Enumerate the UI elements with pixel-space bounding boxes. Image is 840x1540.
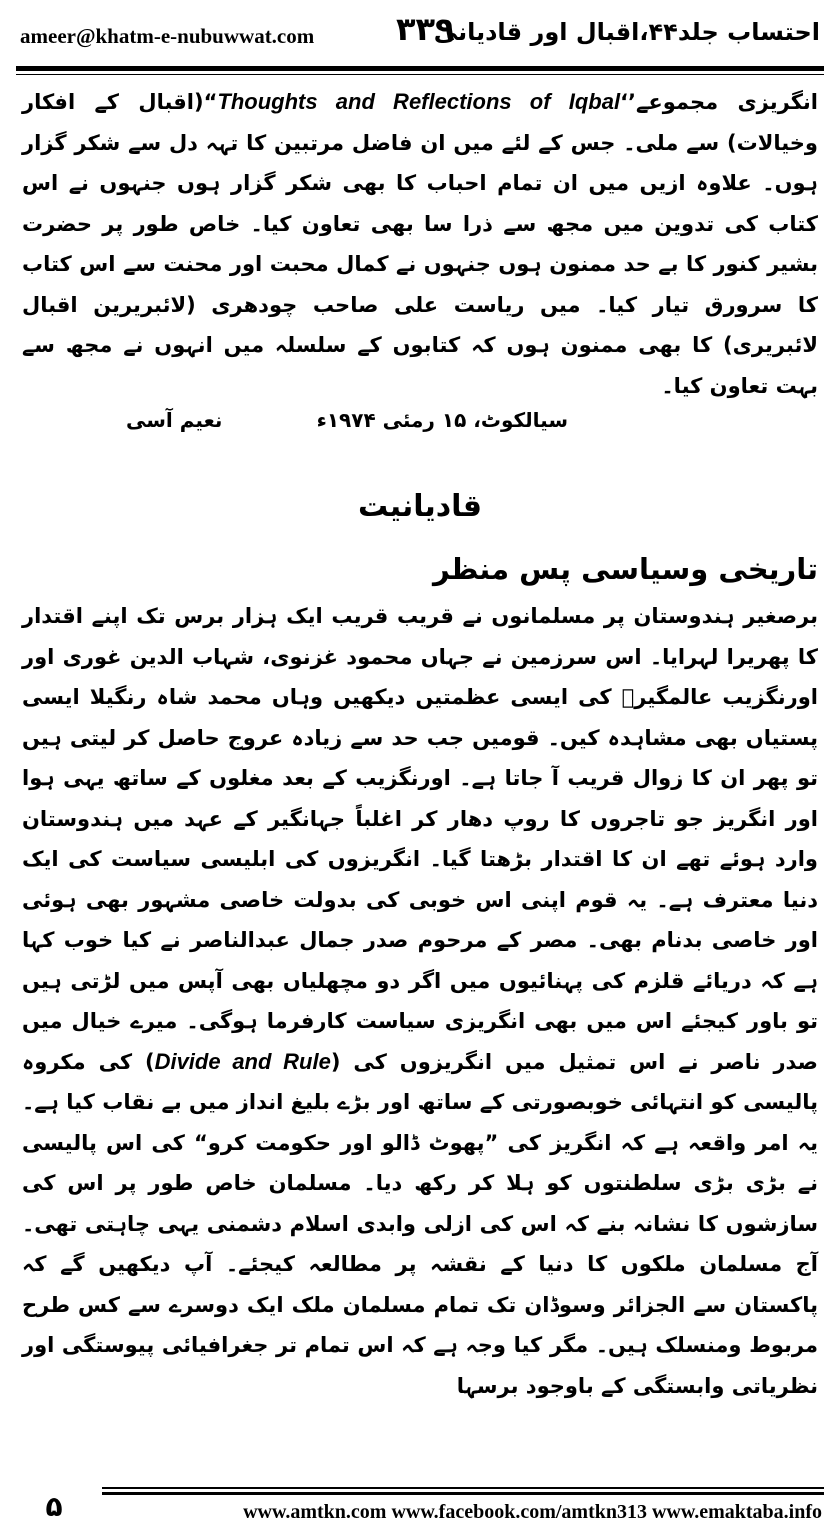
chapter-heading: قادیانیت	[357, 489, 483, 524]
body-english-phrase: Divide and Rule	[154, 1048, 331, 1074]
page-footer	[16, 1488, 824, 1532]
header-email[interactable]: ameer@khatm-e-nubuwwat.com	[20, 24, 315, 48]
body-paragraph: برصغیر ہندوستان پر مسلمانوں نے قریب قریب ایک ہزار برس تک اپنے اقتدار کا پھریرا لہرایا۔ اس سرزمین نے جہاں محمود غزنوی، شہاب الدین غوری اور اورنگزیب عالمگیرؒ کی ایسی عظمتیں دیکھیں وہاں محمد شاہ رنگیلا ایسی پستیاں بھی مشاہدہ کیں۔ قومیں جب حد سے زیادہ عروج حاصل کر لیتی ہیں تو پھر ان کا زوال قریب آ جاتا ہے۔ اورنگزیب کے بعد مغلوں کے ساتھ یہی ہوا اور انگریز جو تاجروں کا روپ دھار کر اغلباً جہانگیر کے عہد میں ہندوستان وارد ہوئے تھے ان کا اقتدار بڑھتا گیا۔ انگریزوں کی ابلیسی سیاست کی ایک دنیا معترف ہے۔ یہ قوم اپنی اس خوبی کی بدولت خاصی مشہور بھی ہوئی اور خاصی بدنام بھی۔ مصر کے مرحوم صدر جمال عبدالناصر نے کیا خوب کہا ہے کہ دریائے قلزم کی پہنائیوں میں اگر دو مچھلیاں بھی آپس میں لڑتی ہیں تو باور کیجئے اس میں بھی انگریزی سیاست کارفرما ہوگی۔ میرے خیال میں صدر ناصر نے اس تمثیل میں انگریزوں کی (Divide and Rule) کی مکروہ پالیسی کو انتہائی خوبصورتی کے ساتھ اور بڑے بلیغ انداز میں بے نقاب کیا ہے۔ یہ امر واقعہ ہے کہ انگریز کی ”پھوٹ ڈالو اور حکومت کرو“ کی اس پالیسی نے بڑی بڑی سلطنتوں کو ہلا کر رکھ دیا۔ مسلمان خاص طور پر اس کی سازشوں کا نشانہ بنے کہ اس کی ازلی وابدی اسلام دشمنی یہی چاہتی تھی۔ آج مسلمان ملکوں کا دنیا کے نقشہ پر مطالعہ کیجئے۔ آپ دیکھیں گے کہ پاکستان سے الجزائر وسوڈان تک تمام مسلمان ملک ایک دوسرے سے کس طرح مربوط ومنسلک ہیں۔ مگر کیا وجہ ہے کہ اس تمام تر جغرافیائی پیوستگی اور نظریاتی وابستگی کے باوجود برسہا	[22, 604, 818, 1398]
header-page-number: ۳۳۹	[396, 10, 455, 48]
page-body	[22, 82, 818, 1406]
intro-paragraph: انگریزی مجموعے’‘Thoughts and Reflections of Iqbal“(اقبال کے افکار وخیالات) سے ملی۔ جس کے لئے میں ان فاضل مرتبین کا تہہ دل سے شکر گزار ہوں۔ علاوہ ازیں میں ان تمام احباب کا بھی شکر گزار ہوں جنہوں نے اس کتاب کی تدوین میں مجھ سے ذرا سا بھی تعاون کیا۔ خاص طور پر حضرت بشیر کنور کا بے حد ممنون ہوں جنہوں نے کمال محبت اور محنت سے اس کتاب کا سرورق تیار کیا۔ میں ریاست علی صاحب چودھری (لائبریرین اقبال لائبریری) کا بھی ممنون ہوں کہ کتابوں کے سلسلہ میں انہوں نے مجھ سے بہت تعاون کیا۔	[22, 89, 818, 398]
footer-links[interactable]: www.amtkn.com www.facebook.com/amtkn313 www.emaktaba.info	[243, 1501, 822, 1523]
signature-name: نعیم آسی	[126, 408, 223, 432]
intro-lead: انگریزی مجموعے	[636, 90, 818, 114]
body-part1: برصغیر ہندوستان پر مسلمانوں نے قریب قریب ایک ہزار برس تک اپنے اقتدار کا پھریرا لہرایا۔ اس سرزمین نے جہاں محمود غزنوی، شہاب الدین غوری اور اورنگزیب عالمگیرؒ کی ایسی عظمتیں دیکھیں وہاں محمد شاہ رنگیلا ایسی پستیاں بھی مشاہدہ کیں۔ قومیں جب حد سے زیادہ عروج حاصل کر لیتی ہیں تو پھر ان کا زوال قریب آ جاتا ہے۔ اورنگزیب کے بعد مغلوں کے ساتھ یہی ہوا اور انگریز جو تاجروں کا روپ دھار کر اغلباً جہانگیر کے عہد میں ہندوستان وارد ہوئے تھے ان کا اقتدار بڑھتا گیا۔ انگریزوں کی ابلیسی سیاست کی ایک دنیا معترف ہے۔ یہ قوم اپنی اس خوبی کی بدولت خاصی مشہور بھی ہوئی اور خاصی بدنام بھی۔ مصر کے مرحوم صدر جمال عبدالناصر نے کیا خوب کہا ہے کہ دریائے قلزم کی پہنائیوں میں اگر دو مچھلیاں بھی آپس میں لڑتی ہیں تو باور کیجئے اس میں بھی انگریزی سیاست کارفرما ہوگی۔ میرے خیال میں صدر ناصر نے اس تمثیل میں انگریزوں کی	[22, 604, 818, 1074]
header-title: احتساب جلد۴۴،اقبال اور قادیانی	[433, 18, 820, 46]
body-part2: کی مکروہ پالیسی کو انتہائی خوبصورتی کے ساتھ اور بڑے بلیغ انداز میں بے نقاب کیا ہے۔ یہ امر واقعہ ہے کہ انگریز کی ”پھوٹ ڈالو اور حکومت کرو“ کی اس پالیسی نے بڑی بڑی سلطنتوں کو ہلا کر رکھ دیا۔ مسلمان خاص طور پر اس کی سازشوں کا نشانہ بنے کہ اس کی ازلی وابدی اسلام دشمنی یہی چاہتی تھی۔ آج مسلمان ملکوں کا دنیا کے نقشہ پر مطالعہ کیجئے۔ آپ دیکھیں گے کہ پاکستان سے الجزائر وسوڈان تک تمام مسلمان ملک ایک دوسرے سے کس طرح مربوط ومنسلک ہیں۔ مگر کیا وجہ ہے کہ اس تمام تر جغرافیائی پیوستگی اور نظریاتی وابستگی کے باوجود برسہا	[22, 1049, 818, 1398]
intro-text: (اقبال کے افکار وخیالات) سے ملی۔ جس کے لئے میں ان فاضل مرتبین کا تہہ دل سے شکر گزار ہوں۔ علاوہ ازیں میں ان تمام احباب کا بھی شکر گزار ہوں جنہوں نے اس کتاب کی تدوین میں مجھ سے ذرا سا بھی تعاون کیا۔ خاص طور پر حضرت بشیر کنور کا بے حد ممنون ہوں جنہوں نے کمال محبت اور محنت سے اس کتاب کا سرورق تیار کیا۔ میں ریاست علی صاحب چودھری (لائبریرین اقبال لائبریری) کا بھی ممنون ہوں کہ کتابوں کے سلسلہ میں انہوں نے مجھ سے بہت تعاون کیا۔	[22, 90, 818, 398]
footer-bar	[102, 1492, 824, 1531]
signature-place-date: سیالکوٹ، ۱۵ رمئی ۱۹۷۴ء	[316, 408, 568, 432]
footer-page-number: ۵	[45, 1490, 63, 1523]
page-header	[16, 8, 824, 64]
section-subheading: تاریخی وسیاسی پس منظر	[433, 552, 818, 586]
header-rule-thin	[16, 74, 824, 75]
intro-english-title: Thoughts and Reflections of Iqbal	[217, 89, 621, 114]
signature-line	[22, 406, 818, 450]
header-rule-thick	[16, 66, 824, 71]
